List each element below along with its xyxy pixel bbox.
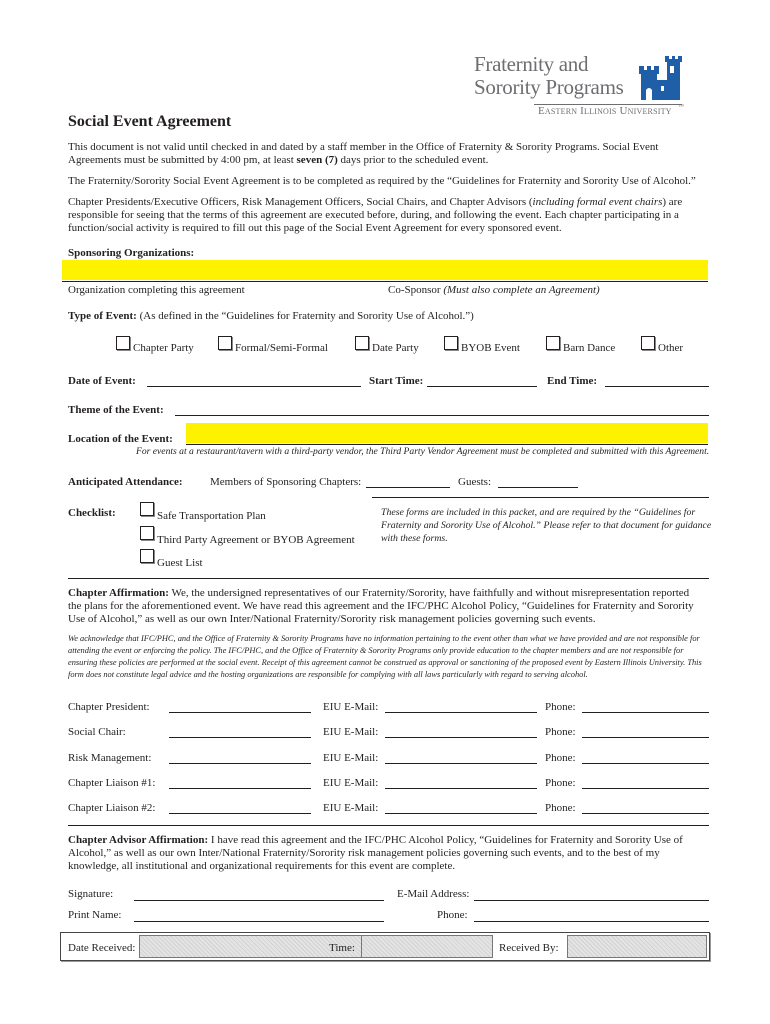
affirmation-line-3: Use of Alcohol,” as well as our own Inter/National Fraternity/Sorority risk management policies governing such events. xyxy=(68,613,596,625)
phone-field[interactable] xyxy=(582,774,709,789)
guests-label: Guests: xyxy=(458,476,491,488)
intro-responsibility-line-3: function/social activity is required to fill out this page of the Social Event Agreement for every sponsored event. xyxy=(68,222,562,234)
members-field[interactable] xyxy=(366,473,450,488)
officer-role-label: Social Chair: xyxy=(68,726,126,738)
logo-trademark: ™ xyxy=(678,104,684,110)
sponsoring-organizations-field[interactable] xyxy=(62,260,708,280)
chapter-affirmation-label: Chapter Affirmation: xyxy=(68,587,169,599)
print-name-field[interactable] xyxy=(134,907,384,922)
print-name-label: Print Name: xyxy=(68,909,122,921)
sponsoring-organizations-label: Sponsoring Organizations: xyxy=(68,247,195,259)
intro-line-2-text: Agreements must be submitted by 4:00 pm, at least xyxy=(68,154,297,166)
checklist-safe-transportation: Safe Transportation Plan xyxy=(157,510,266,522)
program-logo xyxy=(472,52,687,122)
advisor-phone-label: Phone: xyxy=(437,909,468,921)
checklist-third-party-agreement: Third Party Agreement or BYOB Agreement xyxy=(157,534,355,546)
affirmation-line-1 xyxy=(68,586,689,600)
officer-role-label: Chapter Liaison #2: xyxy=(68,802,156,814)
eiu-email-field[interactable] xyxy=(385,774,537,789)
anticipated-attendance-label: Anticipated Attendance: xyxy=(68,476,183,488)
checkbox-byob-event[interactable] xyxy=(444,336,458,350)
co-sponsor-note: (Must also complete an Agreement) xyxy=(443,284,600,296)
option-formal: Formal/Semi-Formal xyxy=(235,342,328,354)
phone-label: Phone: xyxy=(545,701,576,713)
time-field[interactable] xyxy=(361,935,493,958)
advisor-line-1 xyxy=(68,833,683,847)
eiu-email-field[interactable] xyxy=(385,749,537,764)
sponsoring-underline xyxy=(62,281,708,282)
type-of-event-note: (As defined in the “Guidelines for Fraternity and Sorority Use of Alcohol.”) xyxy=(136,310,474,322)
option-chapter-party: Chapter Party xyxy=(133,342,194,354)
disclaimer-line-3: ensuring these policies are performed at the social event. Receipt of this agreement cannot be construed as approval or sanctioning of the proposed event by Eastern Illinois University. This xyxy=(68,658,702,667)
advisor-affirmation-label: Chapter Advisor Affirmation: xyxy=(68,834,209,846)
intro-responsibility-line-2: responsible for seeing that the terms of this agreement are executed before, during, and following the event. Each chapter participating in a xyxy=(68,209,679,221)
checkbox-third-party-agreement[interactable] xyxy=(140,526,154,540)
intro-responsibility-line-1 xyxy=(68,195,682,209)
officer-role-label: Risk Management: xyxy=(68,752,152,764)
end-time-field[interactable] xyxy=(605,372,709,387)
received-by-field[interactable] xyxy=(567,935,707,958)
guests-field[interactable] xyxy=(498,473,578,488)
eiu-email-field[interactable] xyxy=(385,723,537,738)
option-date-party: Date Party xyxy=(372,342,419,354)
checklist-label: Checklist: xyxy=(68,507,116,519)
checklist-note-1: These forms are included in this packet, and are required by the “Guidelines for xyxy=(381,507,696,518)
date-of-event-field[interactable] xyxy=(147,372,361,387)
eiu-email-label: EIU E-Mail: xyxy=(323,802,379,814)
officer-name-field[interactable] xyxy=(169,749,311,764)
disclaimer-line-4: form does not constitute legal advice and the hosting organizations are responsible for complying with all laws particularly with regard to serving alcohol. xyxy=(68,670,588,679)
eiu-email-label: EIU E-Mail: xyxy=(323,752,379,764)
option-byob-event: BYOB Event xyxy=(461,342,520,354)
advisor-email-label: E-Mail Address: xyxy=(397,888,470,900)
advisor-email-field[interactable] xyxy=(474,886,709,901)
location-of-event-field[interactable] xyxy=(186,423,708,443)
intro-line-1: This document is not valid until checked in and dated by a staff member in the Office of Fraternity & Sorority Programs. Social Event xyxy=(68,141,659,153)
co-sponsor-label xyxy=(388,283,600,297)
location-of-event-label: Location of the Event: xyxy=(68,433,173,445)
logo-line-1: Fraternity and xyxy=(474,52,589,76)
page-title: Social Event Agreement xyxy=(68,113,232,130)
checkbox-formal[interactable] xyxy=(218,336,232,350)
start-time-label: Start Time: xyxy=(369,375,424,387)
affirmation-text-1: We, the undersigned representatives of our Fraternity/Sorority, have faithfully and without misrepresentation reported xyxy=(168,587,690,599)
advisor-line-3: knowledge, all institutional and organizational requirements for this event are complete. xyxy=(68,860,456,872)
checkbox-barn-dance[interactable] xyxy=(546,336,560,350)
checkbox-date-party[interactable] xyxy=(355,336,369,350)
checkbox-guest-list[interactable] xyxy=(140,549,154,563)
eiu-email-field[interactable] xyxy=(385,698,537,713)
type-of-event-heading xyxy=(68,309,474,323)
checklist-bottom-rule xyxy=(68,578,709,579)
type-of-event-label: Type of Event: xyxy=(68,310,137,322)
intro-line-2 xyxy=(68,153,488,167)
advisor-phone-field[interactable] xyxy=(474,907,709,922)
advisor-line-2: Alcohol,” as well as our own Inter/National Fraternity/Sorority risk management policies governing such events, and to the best of my xyxy=(68,847,660,859)
checklist-top-rule xyxy=(372,497,709,498)
location-underline xyxy=(186,444,708,445)
affirmation-line-2: the plans for the aforementioned event. We have read this agreement and the IFC/PHC Alcohol Policy, “Guidelines for Fraternity and Sorority xyxy=(68,600,694,612)
disclaimer-line-1: We acknowledge that IFC/PHC, and the Office of Fraternity & Sorority Programs have no information pertaining to the event other than what we have provided and are not responsible for xyxy=(68,634,700,643)
officer-role-label: Chapter Liaison #1: xyxy=(68,777,156,789)
checklist-guest-list: Guest List xyxy=(157,557,203,569)
option-barn-dance: Barn Dance xyxy=(563,342,616,354)
officer-role-label: Chapter President: xyxy=(68,701,150,713)
intro-line-2-end: days prior to the scheduled event. xyxy=(337,154,489,166)
intro-guidelines-line: The Fraternity/Sorority Social Event Agreement is to be completed as required by the “Guidelines for Fraternity and Sorority Use of Alcohol.” xyxy=(68,175,696,187)
eiu-email-label: EIU E-Mail: xyxy=(323,777,379,789)
location-vendor-note: For events at a restaurant/tavern with a third-party vendor, the Third Party Vendor Agreement must be completed and submitted with this Agreement. xyxy=(136,446,710,457)
officer-name-field[interactable] xyxy=(169,723,311,738)
seven-days-emphasis: seven (7) xyxy=(296,154,338,166)
phone-label: Phone: xyxy=(545,802,576,814)
resp-italic: including formal event chairs xyxy=(532,196,663,208)
phone-field[interactable] xyxy=(582,698,709,713)
resp-text-1: Chapter Presidents/Executive Officers, Risk Management Officers, Social Chairs, and Chapter Advisors ( xyxy=(68,196,533,208)
received-by-label: Received By: xyxy=(499,942,559,954)
signature-field[interactable] xyxy=(134,886,384,901)
eiu-email-label: EIU E-Mail: xyxy=(323,701,379,713)
members-label: Members of Sponsoring Chapters: xyxy=(210,476,362,488)
phone-field[interactable] xyxy=(582,799,709,814)
checklist-note-2: Fraternity and Sorority Use of Alcohol.” Please refer to that document for guidance xyxy=(381,520,712,531)
phone-field[interactable] xyxy=(582,723,709,738)
phone-label: Phone: xyxy=(545,726,576,738)
checkbox-other[interactable] xyxy=(641,336,655,350)
checklist-note-3: with these forms. xyxy=(381,533,448,544)
start-time-field[interactable] xyxy=(427,372,537,387)
officer-name-field[interactable] xyxy=(169,799,311,814)
disclaimer-line-2: attending the event or enforcing the policy. The IFC/PHC, and the Office of Fraternity & Sorority Programs only provide education to the chapter members and are not responsible for xyxy=(68,646,684,655)
officer-name-field[interactable] xyxy=(169,774,311,789)
castle-icon xyxy=(637,54,687,102)
organization-completing-label: Organization completing this agreement xyxy=(68,284,245,296)
checkbox-chapter-party[interactable] xyxy=(116,336,130,350)
office-use-box xyxy=(60,932,710,961)
option-other: Other xyxy=(658,342,684,354)
theme-of-event-label: Theme of the Event: xyxy=(68,404,164,416)
advisor-top-rule xyxy=(68,825,709,826)
logo-university: Eastern Illinois University xyxy=(538,105,672,117)
logo-line-2: Sorority Programs xyxy=(474,75,624,99)
resp-text-2: ) are xyxy=(662,196,683,208)
theme-of-event-field[interactable] xyxy=(175,401,709,416)
officer-name-field[interactable] xyxy=(169,698,311,713)
end-time-label: End Time: xyxy=(547,375,598,387)
phone-label: Phone: xyxy=(545,752,576,764)
co-sponsor-text: Co-Sponsor xyxy=(388,284,441,296)
advisor-text-1: I have read this agreement and the IFC/PHC Alcohol Policy, “Guidelines for Fraternity and Sorority Use of xyxy=(208,834,683,846)
date-received-label: Date Received: xyxy=(68,942,136,954)
eiu-email-label: EIU E-Mail: xyxy=(323,726,379,738)
phone-field[interactable] xyxy=(582,749,709,764)
signature-label: Signature: xyxy=(68,888,114,900)
phone-label: Phone: xyxy=(545,777,576,789)
time-label: Time: xyxy=(329,942,355,954)
checkbox-safe-transportation[interactable] xyxy=(140,502,154,516)
eiu-email-field[interactable] xyxy=(385,799,537,814)
date-of-event-label: Date of Event: xyxy=(68,375,136,387)
